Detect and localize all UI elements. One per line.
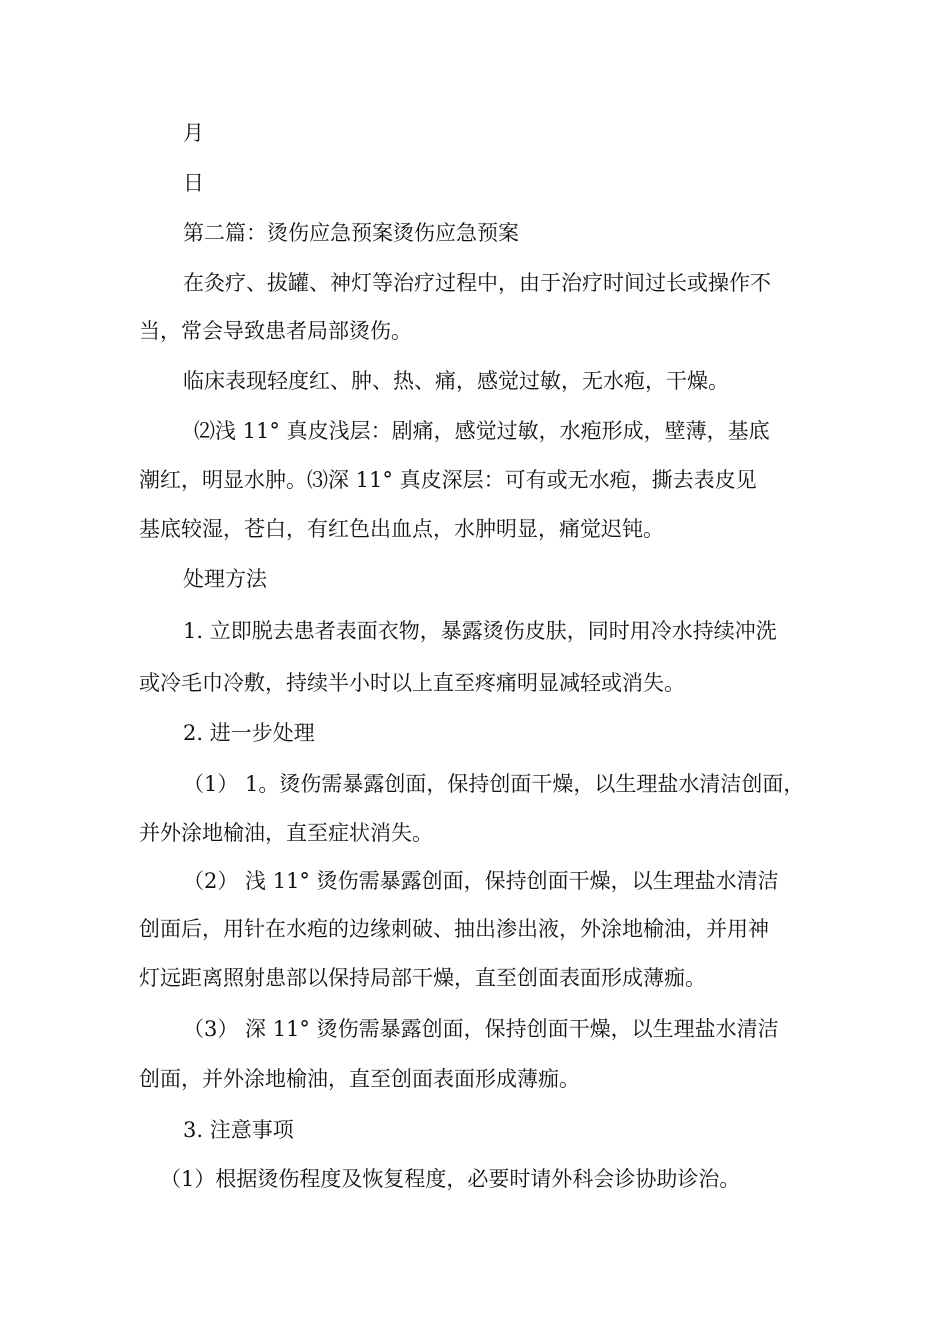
paragraph-line: 基底较湿，苍白，有红色出血点，水肿明显，痛觉迟钝。	[139, 517, 664, 541]
list-item: 3. 注意事项	[183, 1118, 294, 1142]
paragraph-line: 临床表现轻度红、肿、热、痛，感觉过敏，无水疱，干燥。	[183, 369, 729, 393]
paragraph-line: 并外涂地榆油，直至症状消失。	[139, 821, 433, 845]
list-item: （3） 深 11° 烫伤需暴露创面，保持创面干燥，以生理盐水清洁	[183, 1017, 779, 1041]
paragraph-line: 创面后，用针在水疱的边缘刺破、抽出渗出液，外涂地榆油，并用神	[139, 917, 769, 941]
paragraph-line: 灯远距离照射患部以保持局部干燥，直至创面表面形成薄痂。	[139, 966, 706, 990]
list-item: （2） 浅 11° 烫伤需暴露创面，保持创面干燥，以生理盐水清洁	[183, 869, 779, 893]
paragraph-line: 或冷毛巾冷敷，持续半小时以上直至疼痛明显减轻或消失。	[139, 671, 685, 695]
subheading: 处理方法	[183, 567, 267, 591]
list-item: 2. 进一步处理	[183, 721, 315, 745]
line-month: 月	[183, 121, 204, 145]
paragraph-line: 创面，并外涂地榆油，直至创面表面形成薄痂。	[139, 1067, 580, 1091]
paragraph-line: 潮红，明显水肿。⑶深 11° 真皮深层：可有或无水疱，撕去表皮见	[139, 468, 757, 492]
line-day: 日	[183, 171, 204, 195]
section-title: 第二篇：烫伤应急预案烫伤应急预案	[183, 221, 519, 245]
list-item: （1）根据烫伤程度及恢复程度，必要时请外科会诊协助诊治。	[160, 1167, 741, 1191]
paragraph-line: 当，常会导致患者局部烫伤。	[139, 319, 412, 343]
list-item: 1. 立即脱去患者表面衣物，暴露烫伤皮肤，同时用冷水持续冲洗	[183, 619, 777, 643]
paragraph-line: 在灸疗、拔罐、神灯等治疗过程中，由于治疗时间过长或操作不	[183, 271, 771, 295]
list-item: （1） 1。烫伤需暴露创面，保持创面干燥，以生理盐水清洁创面，	[183, 772, 805, 796]
paragraph-line: ⑵浅 11° 真皮浅层：剧痛，感觉过敏，水疱形成，壁薄，基底	[194, 419, 770, 443]
